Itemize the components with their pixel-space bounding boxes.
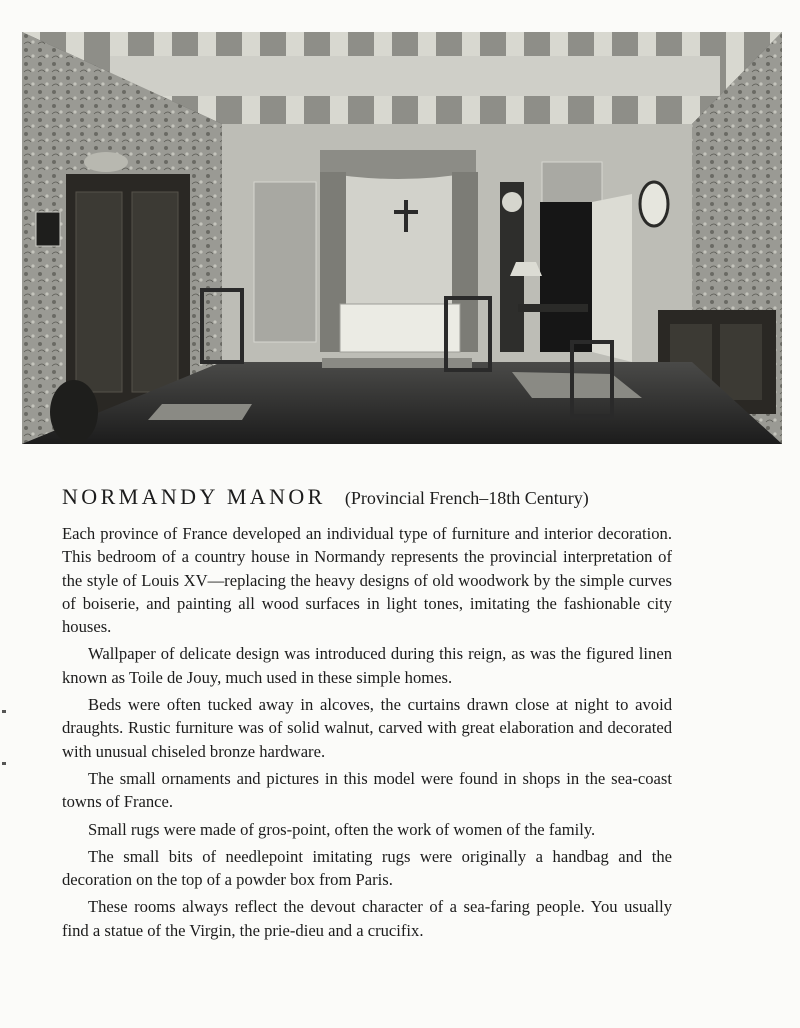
paragraph-beds: Beds were often tucked away in alcoves, the curtains drawn close at night to avoid draughts. Rustic furniture was of solid walnut, carved with great elaboration and decorated with unusual chiseled bronze hardware.	[62, 695, 672, 761]
article-subtitle: (Provincial French–18th Century)	[344, 488, 589, 508]
page-edge-mark	[2, 710, 6, 713]
paragraph-rugs: Small rugs were made of gros-point, often the work of women of the family.	[88, 819, 596, 839]
room-photograph-illustration	[22, 32, 782, 444]
article-body	[62, 522, 672, 946]
room-photograph	[22, 32, 782, 444]
paragraph-needlepoint: The small bits of needlepoint imitating rugs were originally a handbag and the decoration on the top of a powder box from Paris.	[62, 846, 672, 890]
page-edge-mark	[2, 762, 6, 765]
article-heading	[62, 484, 762, 510]
article-title: NORMANDY MANOR	[62, 484, 326, 509]
paragraph-intro: Each province of France developed an individual type of furniture and interior decoration. This bedroom of a country house in Normandy represents the provincial interpretation of the style of Louis XV—replacing the heavy designs of old woodwork by the simple curves of boiserie, and painting all wood surfaces in light tones, imitating the fashionable city houses.	[62, 524, 672, 637]
paragraph-wallpaper: Wallpaper of delicate design was introduced during this reign, as was the figured linen known as Toile de Jouy, much used in these simple homes.	[62, 644, 672, 687]
paragraph-devotion: These rooms always reflect the devout character of a sea-faring people. You usually find a statue of the Virgin, the prie-dieu and a crucifix.	[62, 897, 672, 940]
paragraph-ornaments: The small ornaments and pictures in this model were found in shops in the sea-coast towns of France.	[62, 768, 672, 812]
